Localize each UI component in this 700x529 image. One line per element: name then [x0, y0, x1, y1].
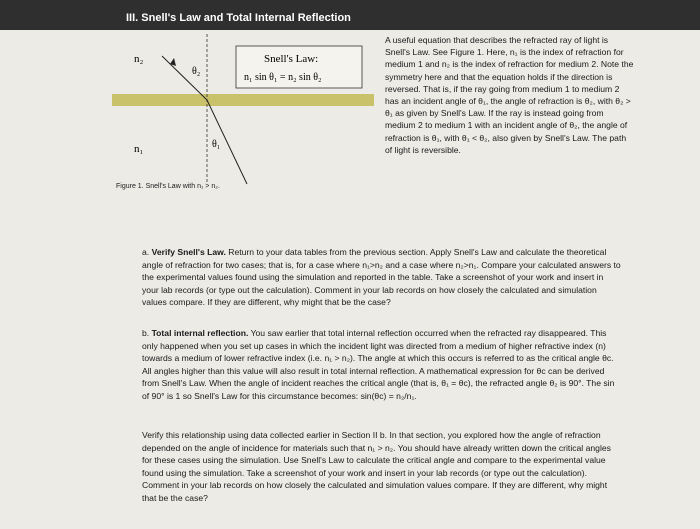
theta1-label: θ₁	[212, 139, 221, 150]
snells-law-figure	[112, 34, 374, 194]
section-b-title: Total internal reflection.	[151, 328, 249, 338]
n2-label: n₂	[134, 53, 144, 65]
refracted-ray	[162, 56, 207, 100]
section-a	[142, 246, 622, 309]
box-equation: n₁ sin θ₁ = n₂ sin θ₂	[244, 72, 322, 83]
section-a-title: Verify Snell's Law.	[151, 247, 226, 257]
intro-paragraph	[385, 34, 635, 156]
section-b-text: You saw earlier that total internal reflection occurred when the refracted ray disappeared. This only happened when you set up cases in which the incident light was directed from a medium of higher refractive index (n) towards a medium of lower refractive index (i.e. n₁ > n₂). The angle at which this occurs is referred to as the critical angle θc. All angles higher than this value will also result in total internal reflection. A mathematical expression for θc can be derived from Snell's Law. When the angle of incident reaches the critical angle (that is, θ₁ = θc), the refracted angle θ₂ is 90°. The sin of 90° is 1 so Snell's Law for this circumstance becomes: sin(θc) = n₂/n₁.	[142, 328, 615, 401]
intro-text: A useful equation that describes the refracted ray of light is Snell's Law. See Figure 1. Here, n₁ is the index of refraction for medium 1 and n₂ is the index of refraction for medium 2. Note the symmetry here and that the equation holds if the direction is reversed. That is, if the ray going from medium 1 to medium 2 has an incident angle of θ₁, the angle of refraction is θ₂, with θ₂ > θ₁ as given by Snell's Law. If the ray is instead going from medium 2 to medium 1 with an incident angle of θ₂, the angle of refraction is θ₁, with θ₁ < θ₂, also given by Snell's Law. The path of light is reversible.	[385, 35, 634, 155]
n1-label: n₁	[134, 143, 144, 155]
section-b-label: b.	[142, 328, 150, 338]
section-a-paragraph	[142, 246, 622, 309]
header-bar	[0, 0, 700, 30]
section-b-text2: Verify this relationship using data collected earlier in Section II b. In that section, you explored how the angle of refraction depended on the angle of incidence for materials such that n₁ > n₂. You should have already written down the critical angles for these cases using the simulation. Use Snell's Law to calculate the critical angle and compare to the experimental value found using the simulation. Take a screenshot of your work and insert in your lab records (or type out the calculation). Comment in your lab records on how closely the calculated and simulation values compare. If they are different, why might that be the case?	[142, 430, 611, 503]
section-b-continued	[142, 429, 622, 505]
section-a-text: Return to your data tables from the previous section. Apply Snell's Law and calculate the theoretical angle of refraction for two cases; that is, for a case where n₁>n₂ and a case where n₂>n₁. Compare your calculated answers to the experimental values found using the simulation and reported in the table. Take a screenshot of your work and insert in your lab records (or type out the calculation). Comment in your lab records on how closely the calculated and simulation values compare. If they are different, why might that be the case?	[142, 247, 621, 308]
section-b	[142, 327, 622, 403]
medium-1-band	[112, 94, 374, 106]
section-title: III. Snell's Law and Total Internal Reflection	[126, 12, 351, 24]
section-b-paragraph	[142, 327, 622, 403]
section-a-label: a.	[142, 247, 150, 257]
box-title: Snell's Law:	[264, 53, 319, 65]
figure-caption: Figure 1. Snell's Law with n₁ > n₂.	[116, 183, 220, 190]
theta2-label: θ₂	[192, 66, 201, 77]
